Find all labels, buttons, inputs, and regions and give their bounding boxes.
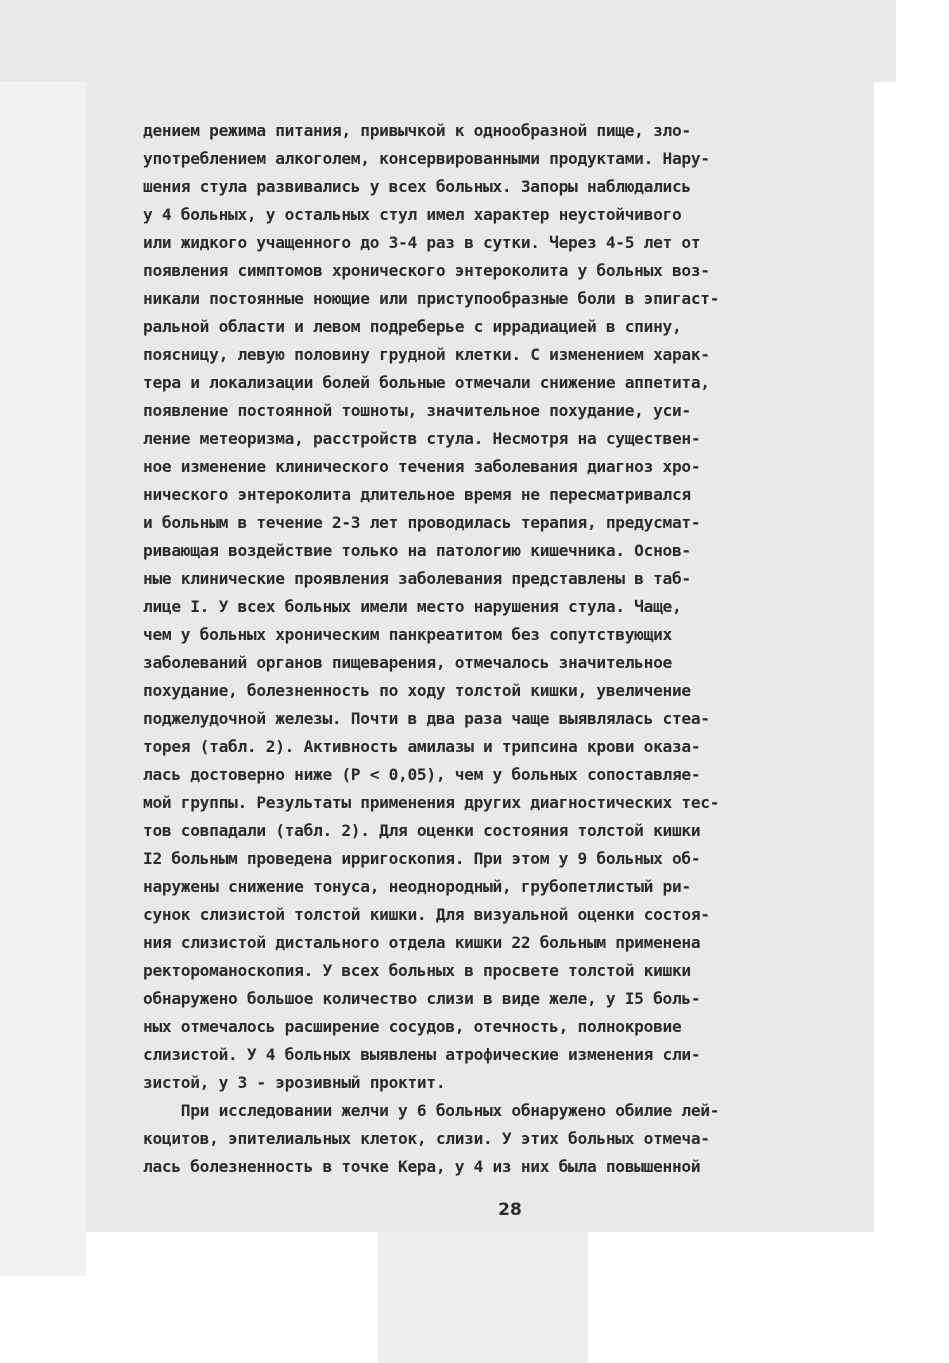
text-line: зистой, у 3 - эрозивный проктит. bbox=[143, 1073, 446, 1092]
text-line: лась достоверно ниже (P < 0,05), чем у больных сопоставляе- bbox=[143, 765, 701, 784]
page-number: 28 bbox=[498, 1200, 522, 1220]
text-line: поясницу, левую половину грудной клетки. С изменением харак- bbox=[143, 345, 710, 364]
text-line: поджелудочной железы. Почти в два раза чаще выявлялась стеа- bbox=[143, 709, 710, 728]
text-line: заболеваний органов пищеварения, отмечалось значительное bbox=[143, 653, 672, 672]
text-line: ния слизистой дистального отдела кишки 22 больным применена bbox=[143, 933, 701, 952]
text-line: мой группы. Результаты применения других диагностических тес- bbox=[143, 793, 720, 812]
text-line: При исследовании желчи у 6 больных обнаружено обилие лей- bbox=[143, 1101, 720, 1120]
text-line: употреблением алкоголем, консервированными продуктами. Нару- bbox=[143, 149, 710, 168]
text-line: лась болезненность в точке Кера, у 4 из них была повышенной bbox=[143, 1157, 701, 1176]
text-line: I2 больным проведена ирригоскопия. При этом у 9 больных об- bbox=[143, 849, 701, 868]
text-line: ральной области и левом подреберье с иррадиацией в спину, bbox=[143, 317, 682, 336]
text-line: появление постоянной тошноты, значительное похудание, уси- bbox=[143, 401, 691, 420]
scanned-page-bottom bbox=[378, 1232, 588, 1363]
text-line: торея (табл. 2). Активность амилазы и трипсина крови оказа- bbox=[143, 737, 701, 756]
text-line: ных отмечалось расширение сосудов, отечность, полнокровие bbox=[143, 1017, 682, 1036]
text-line: никали постоянные ноющие или приступообразные боли в эпигаст- bbox=[143, 289, 720, 308]
text-line: появления симптомов хронического энтероколита у больных воз- bbox=[143, 261, 710, 280]
text-line: ривающая воздействие только на патологию кишечника. Основ- bbox=[143, 541, 691, 560]
left-margin-strip bbox=[0, 82, 86, 1276]
text-line: дением режима питания, привычкой к однообразной пище, зло- bbox=[143, 121, 691, 140]
text-line: слизистой. У 4 больных выявлены атрофические изменения сли- bbox=[143, 1045, 701, 1064]
top-band bbox=[0, 0, 896, 82]
text-line: у 4 больных, у остальных стул имел характер неустойчивого bbox=[143, 205, 682, 224]
text-line: коцитов, эпителиальных клеток, слизи. У этих больных отмеча- bbox=[143, 1129, 710, 1148]
text-line: ные клинические проявления заболевания представлены в таб- bbox=[143, 569, 691, 588]
text-line: лице I. У всех больных имели место нарушения стула. Чаще, bbox=[143, 597, 682, 616]
text-line: сунок слизистой толстой кишки. Для визуальной оценки состоя- bbox=[143, 905, 710, 924]
text-line: тов совпадали (табл. 2). Для оценки состояния толстой кишки bbox=[143, 821, 701, 840]
text-line: или жидкого учащенного до 3-4 раз в сутки. Через 4-5 лет от bbox=[143, 233, 701, 252]
text-line: и больным в течение 2-3 лет проводилась терапия, предусмат- bbox=[143, 513, 701, 532]
text-line: нического энтероколита длительное время не пересматривался bbox=[143, 485, 691, 504]
text-line: наружены снижение тонуса, неоднородный, грубопетлистый ри- bbox=[143, 877, 691, 896]
body-text bbox=[143, 117, 843, 1181]
text-line: ректороманоскопия. У всех больных в просвете толстой кишки bbox=[143, 961, 691, 980]
text-line: тера и локализации болей больные отмечали снижение аппетита, bbox=[143, 373, 710, 392]
text-line: ление метеоризма, расстройств стула. Несмотря на существен- bbox=[143, 429, 701, 448]
text-line: чем у больных хроническим панкреатитом без сопутствующих bbox=[143, 625, 672, 644]
text-line: похудание, болезненность по ходу толстой кишки, увеличение bbox=[143, 681, 691, 700]
text-line: обнаружено большое количество слизи в виде желе, у I5 боль- bbox=[143, 989, 701, 1008]
text-line: ное изменение клинического течения заболевания диагноз хро- bbox=[143, 457, 701, 476]
text-line: шения стула развивались у всех больных. Запоры наблюдались bbox=[143, 177, 691, 196]
